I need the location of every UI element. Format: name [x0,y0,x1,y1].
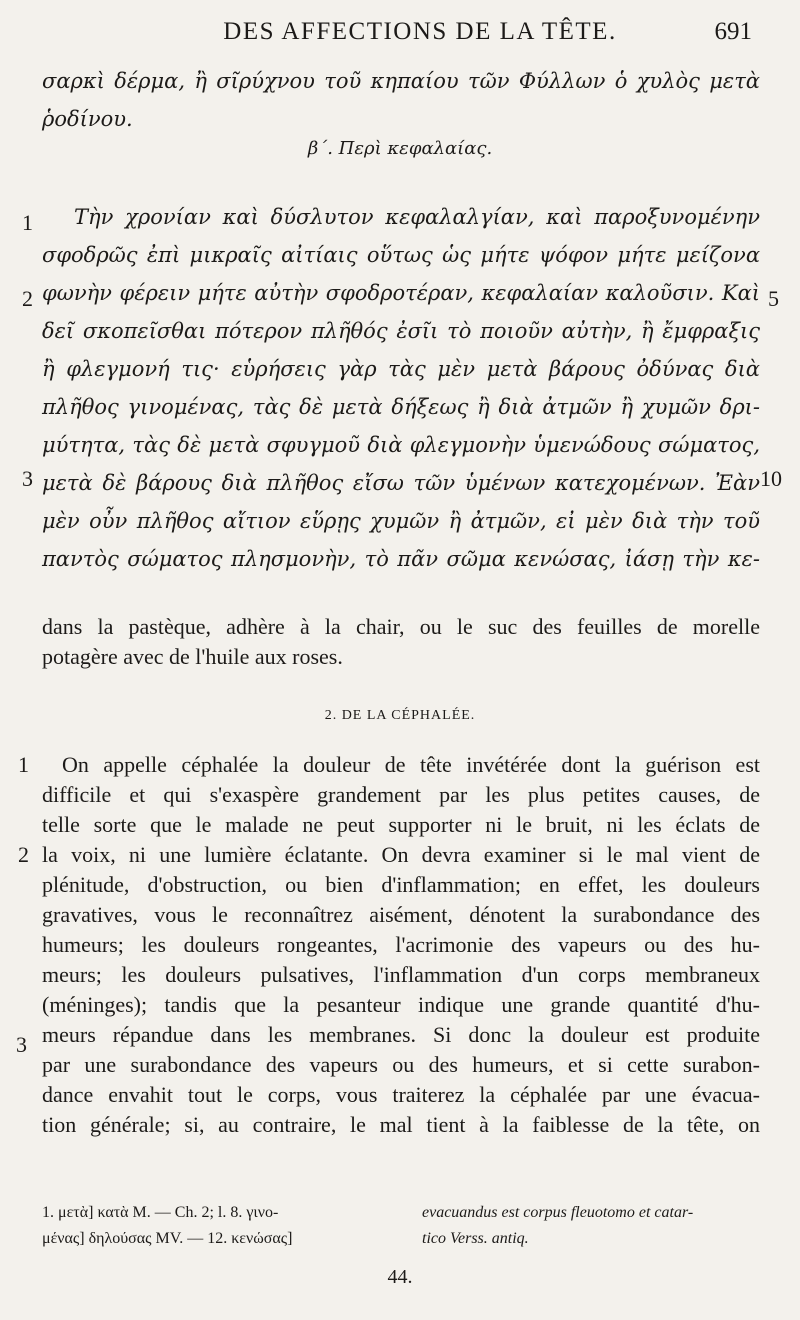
french-line: la voix, ni une lumière éclatante. On devra examiner si le mal vient de [42,842,760,867]
greek-line-number: 2 [22,286,33,311]
footnote-line: μένας] δηλούσας MV. — 12. κενώσας] [42,1230,293,1247]
footnote-greek [42,1200,382,1252]
greek-line: φωνὴν φέρειν μήτε αὐτὴν σφοδροτέραν, κεφαλαίαν καλοῦσιν. Καὶ [42,281,760,305]
french-section-title: 2. DE LA CÉPHALÉE. [324,708,476,723]
footnote-latin [422,1200,762,1252]
greek-line: μετὰ δὲ βάρους διὰ πλῆθος εἴσω τῶν ὑμένων κατεχομένων. Ἐὰν [42,471,760,495]
footnote-line: tico Verss. antiq. [422,1230,529,1247]
greek-line: σφοδρῶς ἐπὶ μικραῖς αἰτίαις οὕτως ὡς μήτε ψόφον μήτε μείζονα [42,243,760,267]
french-line: meurs; les douleurs pulsatives, l'inflammation d'un corps membraneux [42,962,760,987]
greek-continuation [42,62,760,138]
french-line: meurs répandue dans les membranes. Si donc la douleur est produite [42,1022,760,1047]
greek-line-number: 1 [22,210,33,235]
french-line: dans la pastèque, adhère à la chair, ou le suc des feuilles de morelle [42,614,760,639]
page-header [40,18,760,50]
greek-line-number: 3 [22,466,33,491]
footnote-line: evacuandus est corpus fleuotomo et catar- [422,1204,694,1221]
french-line: plénitude, d'obstruction, ou bien d'inflammation; en effet, les douleurs [42,872,760,897]
greek-line: σαρκὶ δέρμα, ἢ σῖρύχνου τοῦ κηπαίου τῶν Φύλλων ὁ χυλὸς μετὰ [42,69,760,93]
french-line-number: 3 [16,1032,27,1057]
french-line: par une surabondance des vapeurs ou des humeurs, et si cette surabon- [42,1052,760,1077]
footnote-line: 1. μετὰ] κατὰ M. — Ch. 2; l. 8. γινο- [42,1204,279,1221]
french-line: On appelle céphalée la douleur de tête invétérée dont la guérison est [62,752,760,777]
french-line: potagère avec de l'huile aux roses. [42,644,343,669]
french-line-number: 2 [18,842,29,867]
greek-line: ἢ φλεγμονή τις· εὑρήσεις γὰρ τὰς μὲν μετὰ βάρους ὀδύνας διὰ [42,357,760,381]
french-continuation [42,612,760,672]
french-line-number: 1 [18,752,29,777]
greek-line: Τὴν χρονίαν καὶ δύσλυτον κεφαλαλγίαν, καὶ παροξυνομένην [74,205,760,229]
greek-line-number: 10 [760,466,782,491]
french-line: gravatives, vous le reconnaîtrez aisément, dénotent la surabondance des [42,902,760,927]
greek-text [42,198,760,578]
greek-line: πλῆθος γινομένας, τὰς δὲ μετὰ δήξεως ἢ διὰ ἀτμῶν ἢ χυμῶν δρι- [42,395,760,419]
greek-line-number: 5 [768,286,779,311]
greek-line: μὲν οὖν πλῆθος αἴτιον εὕρῃς χυμῶν ἢ ἀτμῶν, εἰ μὲν διὰ τὴν τοῦ [42,509,760,533]
french-line: difficile et qui s'exaspère grandement par les plus petites causes, de [42,782,760,807]
french-line: humeurs; les douleurs rongeantes, l'acrimonie des vapeurs ou des hu- [42,932,760,957]
footnotes [42,1200,760,1260]
page-number: 691 [714,18,752,45]
greek-line: δεῖ σκοπεῖσθαι πότερον πλῆθός ἐσῖι τὸ ποιοῦν αὐτὴν, ἢ ἔμφραξις [42,319,760,343]
greek-section-title: β΄. Περὶ κεφαλαίας. [307,138,493,159]
signature-mark: 44. [387,1266,413,1288]
greek-line: μύτητα, τὰς δὲ μετὰ σφυγμοῦ διὰ φλεγμονὴν ὑμενώδους σώματος, [42,433,760,457]
greek-line: παντὸς σώματος πλησμονὴν, τὸ πᾶν σῶμα κενώσας, ἰάσῃ τὴν κε- [42,547,760,571]
french-line: (méninges); tandis que la pesanteur indique une grande quantité d'hu- [42,992,760,1017]
french-line: tion générale; si, au contraire, le mal tient à la faiblesse de la tête, on [42,1112,760,1137]
french-text [42,750,760,1140]
french-line: dance envahit tout le corps, vous traiterez la céphalée par une évacua- [42,1082,760,1107]
french-line: telle sorte que le malade ne peut supporter ni le bruit, ni les éclats de [42,812,760,837]
running-title: DES AFFECTIONS DE LA TÊTE. [223,18,617,45]
greek-line: ῥοδίνου. [42,107,133,131]
